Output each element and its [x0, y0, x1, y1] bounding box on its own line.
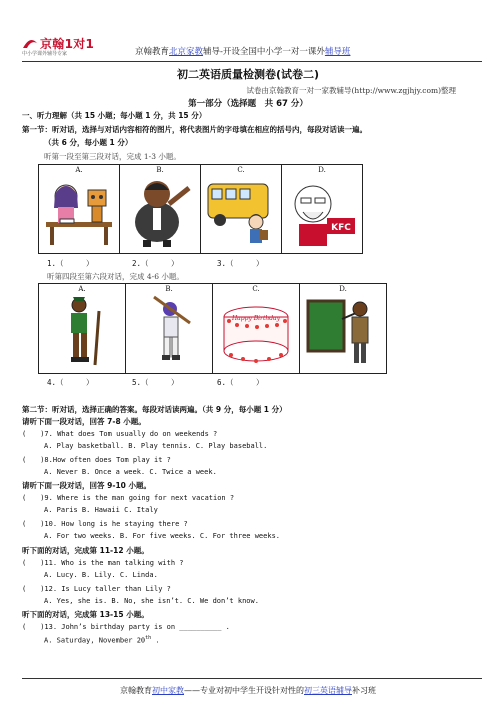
question-10: ( )10. How long is he staying there ?	[22, 520, 188, 528]
page-title: 初二英语质量检测卷(试卷二)	[176, 68, 320, 81]
school-bus-boy-icon	[204, 174, 278, 248]
page-footer: 京翰教育初中家教——专业对初中学生开设针对性的初三英语辅导补习班	[120, 686, 376, 695]
question-9-options: A. Paris B. Hawaii C. Italy	[44, 506, 158, 514]
footer-divider	[22, 678, 482, 679]
answer-blank-2[interactable]: 2.（ ）	[132, 259, 179, 268]
dialogue-heading-9-10: 请听下面一段对话，回答 9-10 小题。	[22, 481, 151, 490]
section-heading: 一、听力理解（共 15 小题；每小题 1 分，共 15 分）	[22, 111, 207, 120]
question-10-options: A. For two weeks. B. For five weeks. C. For three weeks.	[44, 532, 281, 540]
header-tagline: 京翰教育北京家教辅导-开设全国中小学一对一课外辅导班	[135, 47, 351, 57]
question-9: ( )9. Where is the man going for next vacation ?	[22, 494, 235, 502]
dialogue-heading-7-8: 请听下面一段对话，回答 7-8 小题。	[22, 417, 146, 426]
question-8: ( )8.How often does Tom play it ?	[22, 456, 171, 464]
answer-blank-5[interactable]: 5.（ ）	[132, 378, 179, 387]
question-7: ( )7. What does Tom usually do on weekends ?	[22, 430, 218, 438]
section2-heading: 第二节：听对话，选择正确的答案。每段对话读两遍。（共 9 分，每小题 1 分）	[22, 405, 287, 414]
listening-instruction-2: 听第四段至第六段对话，完成 4-6 小题。	[47, 272, 184, 281]
kfc-sign-text: KFC	[331, 223, 351, 233]
listening-instruction: 听第一段至第三段对话，完成 1-3 小题。	[44, 152, 181, 161]
footer-link-english-tutoring[interactable]: 初三英语辅导	[304, 686, 352, 695]
question-12: ( )12. Is Lucy taller than Lily ?	[22, 585, 171, 593]
header-link-tutoring-class[interactable]: 辅导班	[324, 47, 351, 57]
picture-cell-c: C.	[201, 165, 282, 254]
part-heading: 第一部分（选择题 共 67 分）	[188, 99, 308, 109]
section-instruction-score: （共 6 分，每小题 1 分）	[44, 138, 133, 147]
picture-cell-d: D. KFC	[282, 165, 363, 254]
birthday-cake-icon	[217, 293, 295, 369]
answer-blank-1[interactable]: 1.（ ）	[47, 259, 94, 268]
question-13-option-a: A. Saturday, November 20th .	[44, 635, 160, 645]
picture-cell-b: B.	[126, 284, 213, 374]
source-note: 试卷由京翰教育一对一家教辅导(http://www.zgjhjy.com)整理	[246, 86, 456, 95]
section-instruction: 第一节：听对话，选择与对话内容相符的图片，将代表图片的字母填在相应的括号内，每段对话读一遍。	[22, 125, 367, 134]
question-7-options: A. Play basketball. B. Play tennis. C. Play baseball.	[44, 442, 268, 450]
header-link-beijing-tutor[interactable]: 北京家教	[169, 47, 204, 57]
stressed-man-icon	[123, 174, 197, 248]
cake-text: Happy Birthday	[231, 315, 281, 322]
picture-cell-d: D.	[300, 284, 387, 374]
logo	[22, 36, 126, 60]
logo-name: 京翰1对1	[40, 37, 95, 51]
question-13: ( )13. John’s birthday party is on __________ .	[22, 623, 230, 631]
teacher-blackboard-icon	[304, 293, 382, 369]
kfc-colonel-icon	[285, 174, 359, 248]
dialogue-heading-13-15: 听下面的对话，完成第 13-15 小题。	[22, 610, 149, 619]
picture-cell-c: C. Happy Birthday	[213, 284, 300, 374]
answer-blank-4[interactable]: 4.（ ）	[47, 378, 94, 387]
answer-blank-6[interactable]: 6.（ ）	[217, 378, 264, 387]
dialogue-heading-11-12: 听下面的对话，完成第 11-12 小题。	[22, 546, 149, 555]
header-divider	[22, 61, 482, 62]
hiker-icon	[43, 293, 121, 369]
picture-cell-a: A.	[39, 165, 120, 254]
picture-cell-b: B.	[120, 165, 201, 254]
logo-subtitle: 中小学课外辅导专家	[22, 51, 68, 57]
question-11: ( )11. Who is the man talking with ?	[22, 559, 184, 567]
answer-blank-3[interactable]: 3.（ ）	[217, 259, 264, 268]
question-11-options: A. Lucy. B. Lily. C. Linda.	[44, 571, 158, 579]
picture-grid-1	[38, 164, 363, 254]
logo-mark-icon	[22, 37, 38, 49]
question-8-options: A. Never B. Once a week. C. Twice a week.	[44, 468, 217, 476]
footer-link-junior-tutor[interactable]: 初中家教	[152, 686, 184, 695]
picture-grid-2	[38, 283, 387, 374]
page-header	[22, 36, 482, 62]
picture-cell-a: A.	[39, 284, 126, 374]
question-12-options: A. Yes, she is. B. No, she isn’t. C. We don’t know.	[44, 597, 259, 605]
girl-desk-robot-icon	[42, 174, 116, 248]
baseball-player-icon	[130, 293, 208, 369]
